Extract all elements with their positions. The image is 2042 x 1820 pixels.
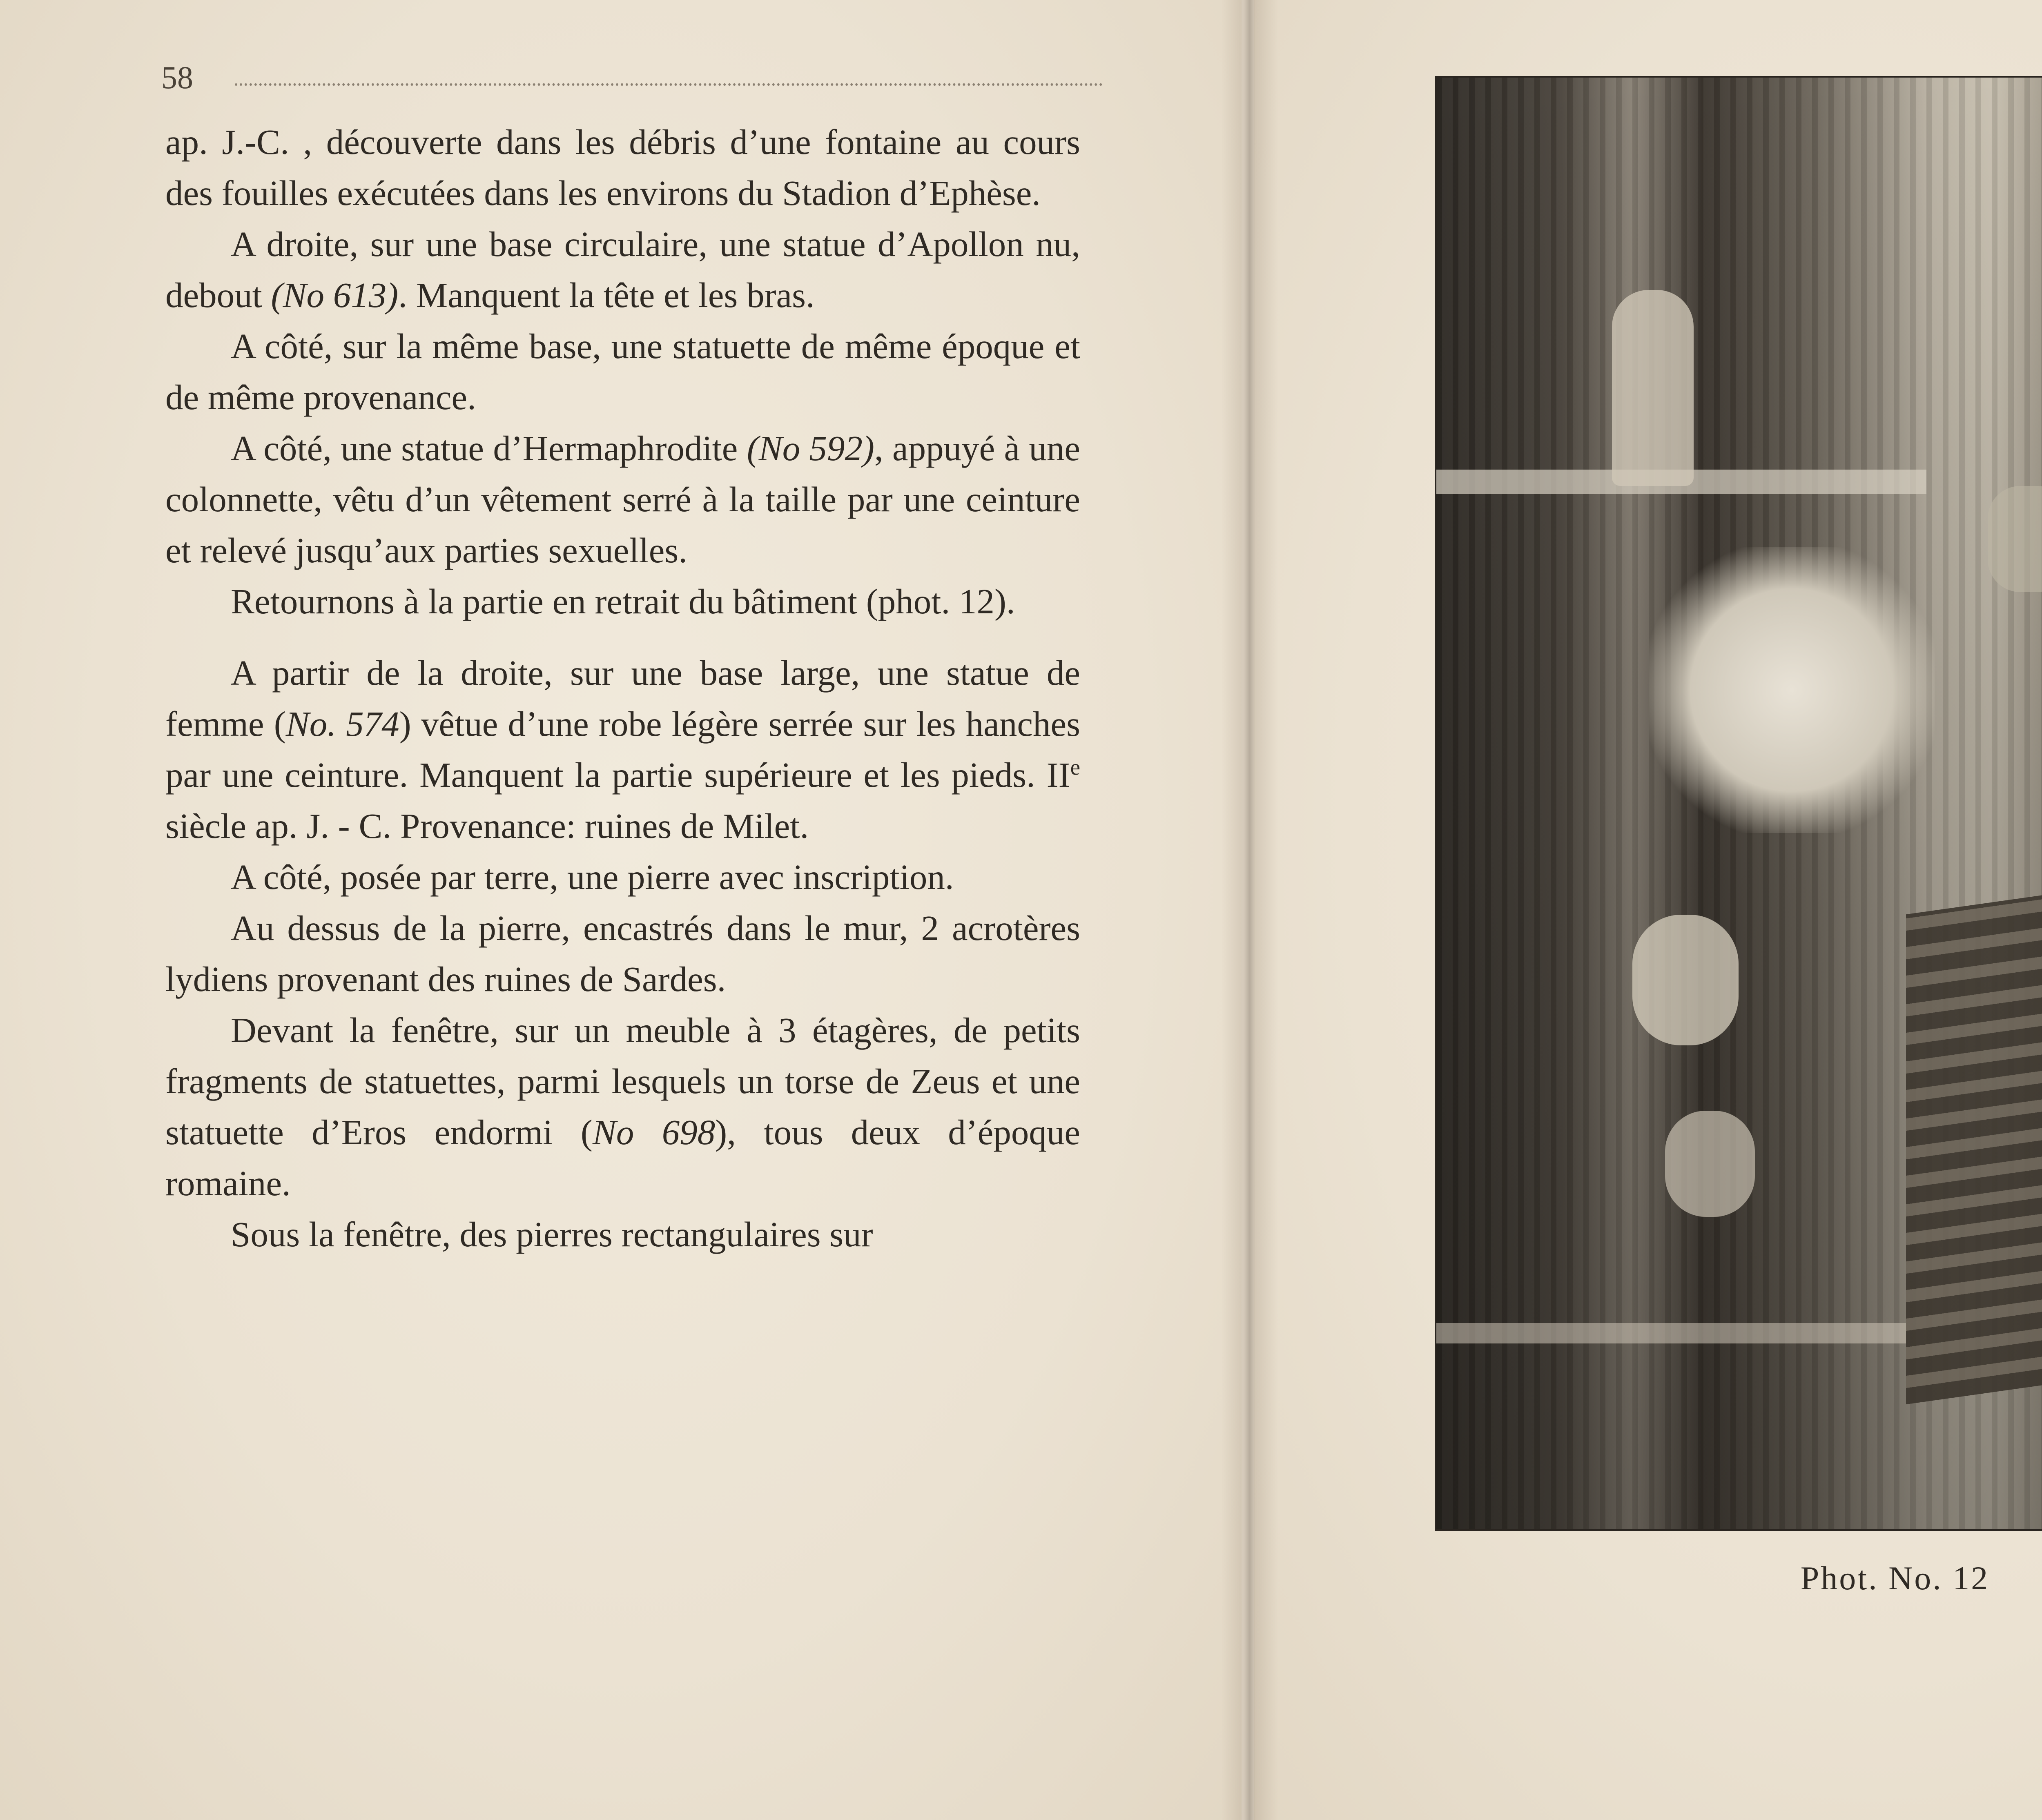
paragraph: A droite, sur une base circulaire, une statue d’Apollon nu, debout (No 613). Manquent la tête et les bras.	[165, 224, 1080, 315]
superscript: e	[1070, 755, 1080, 780]
catalog-reference: No. 574	[285, 704, 399, 744]
paragraph: Retournons à la partie en retrait du bâtiment (phot. 12).	[231, 581, 1015, 621]
photo-caption: Phot. No. 12	[1800, 1559, 1990, 1597]
photo-display-case	[1906, 874, 2042, 1404]
paragraph: A partir de la droite, sur une base large, une statue de femme (No. 574) vêtue d’une robe légère serrée sur les hanches par une ceinture. Manquent la partie supérieure et les pieds. IIe siècle ap. J. - C. Provenance: ruines de Milet.	[165, 653, 1080, 846]
paragraph: Sous la fenêtre, des pierres rectangulaires sur	[231, 1214, 873, 1254]
paragraph: A côté, une statue d’Hermaphrodite (No 592), appuyé à une colonnette, vêtu d’un vêtement serré à la taille par une ceinture et relevé jusqu’aux parties sexuelles.	[165, 428, 1080, 570]
catalog-reference: No 698	[592, 1112, 716, 1152]
museum-photograph	[1435, 76, 2042, 1531]
paragraph: ap. J.-C. , découverte dans les débris d’une fontaine au cours des fouilles exécutées dans les environs du Stadion d’Ephèse.	[165, 122, 1080, 213]
paragraph: Au dessus de la pierre, encastrés dans le mur, 2 acrotères lydiens provenant des ruines de Sardes.	[165, 908, 1080, 999]
header-dotted-rule	[235, 83, 1103, 86]
photo-statue	[1988, 486, 2042, 592]
catalog-reference: (No 592)	[747, 428, 874, 468]
body-text	[165, 116, 1080, 1260]
book-gutter	[1221, 0, 1278, 1820]
page-number: 58	[161, 60, 193, 95]
photo-window-light	[1649, 547, 1935, 833]
photo-statue	[1665, 1111, 1755, 1217]
photo-statue	[1612, 290, 1694, 486]
photo-beam	[1436, 1323, 1906, 1343]
catalog-reference: (No 613)	[271, 275, 399, 315]
paragraph: A côté, sur la même base, une statuette de même époque et de même provenance.	[165, 326, 1080, 417]
paragraph: A côté, posée par terre, une pierre avec inscription.	[231, 857, 954, 897]
page-header	[161, 61, 1103, 94]
paragraph: Devant la fenêtre, sur un meuble à 3 étagères, de petits fragments de statuettes, parmi lesquels un torse de Zeus et une statuette d’Eros endormi (No 698), tous deux d’époque romaine.	[165, 1010, 1081, 1203]
photo-statue	[1632, 915, 1739, 1045]
